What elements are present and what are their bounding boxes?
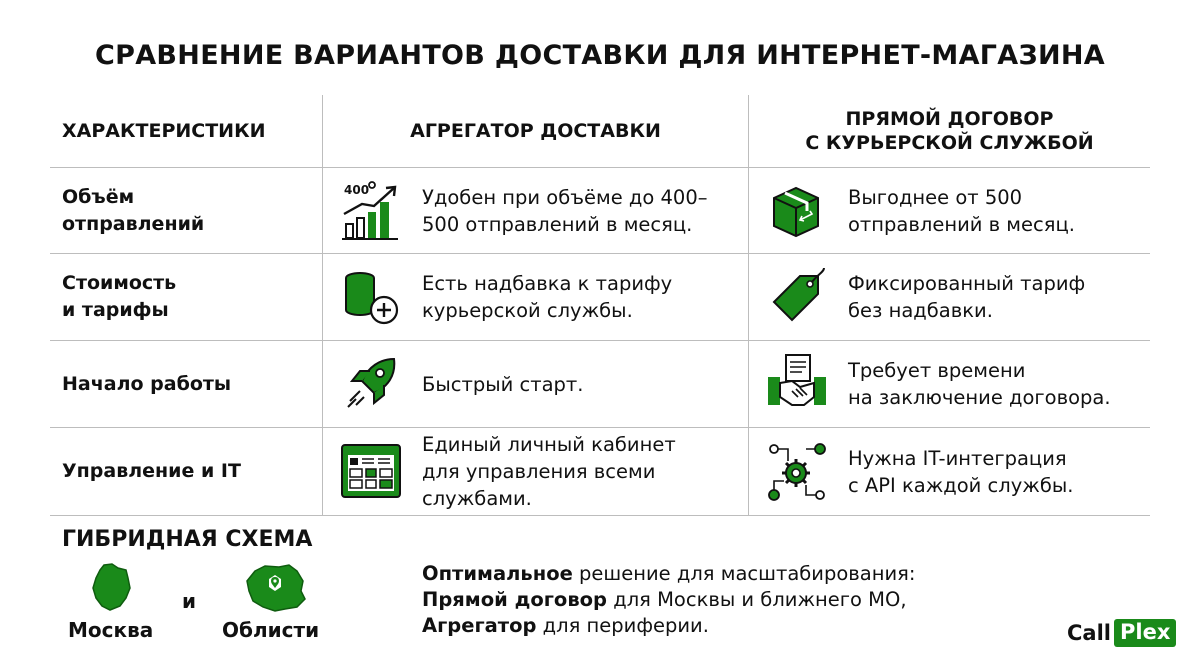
text-line: Требует времени: [848, 359, 1026, 382]
header-direct-line2: С КУРЬЕРСКОЙ СЛУЖБОЙ: [805, 132, 1094, 154]
text-line: с API каждой службы.: [848, 473, 1074, 497]
hybrid-scheme-title: ГИБРИДНАЯ СХЕМА: [62, 527, 313, 552]
aggregator-cost-text: [422, 254, 742, 340]
text-line: Фиксированный тариф: [848, 272, 1086, 295]
summary-text: для периферии.: [536, 614, 709, 637]
package-box-icon: [766, 180, 828, 242]
text-line: на заключение договора.: [848, 386, 1111, 409]
text-line: без надбавки.: [848, 299, 993, 322]
header-direct-contract: [749, 95, 1150, 167]
row-label-line: и тарифы: [62, 299, 169, 321]
callplex-logo: [1067, 617, 1176, 649]
summary-line: [422, 561, 915, 587]
page-title: СРАВНЕНИЕ ВАРИАНТОВ ДОСТАВКИ ДЛЯ ИНТЕРНЕТ-МАГАЗИНА: [95, 40, 1105, 71]
summary-bold: Оптимальное: [422, 562, 573, 585]
logo-call-text: Call: [1067, 621, 1111, 645]
rocket-icon: [340, 353, 402, 415]
summary-bold: Агрегатор: [422, 614, 537, 637]
hybrid-summary: [422, 561, 915, 639]
dashboard-window-icon: [340, 441, 402, 503]
text-line: Нужна IT-интеграция: [848, 446, 1067, 470]
growth-chart-icon-label: 400: [344, 183, 370, 197]
coins-plus-icon: [340, 266, 402, 328]
row-divider: [50, 515, 1150, 516]
text-line: для управления всеми: [422, 460, 656, 483]
row-label-line: Начало работы: [62, 372, 232, 395]
text-line: отправлений в месяц.: [848, 212, 1075, 236]
summary-bold: Прямой договор: [422, 588, 608, 611]
text-line: Есть надбавка к тарифу: [422, 272, 673, 295]
summary-line: [422, 587, 915, 613]
direct-start-text: [848, 341, 1148, 427]
header-characteristics-label: ХАРАКТЕРИСТИКИ: [62, 120, 266, 142]
summary-text: для Москвы и ближнего МО,: [607, 588, 907, 611]
summary-line: [422, 613, 915, 639]
price-tag-icon: [766, 266, 828, 328]
growth-chart-icon: [340, 180, 402, 242]
header-aggregator-label: АГРЕГАТОР ДОСТАВКИ: [410, 120, 661, 142]
row-label-line: Стоимость: [62, 272, 177, 294]
row-label-volume: [62, 168, 317, 253]
row-label-line: отправлений: [62, 212, 205, 235]
row-label-line: Управление и IT: [62, 460, 241, 482]
aggregator-volume-text: [422, 168, 742, 253]
row-label-cost: [62, 254, 317, 340]
text-line: Единый личный кабинет: [422, 433, 676, 456]
aggregator-management-text: [422, 428, 742, 515]
text-line: Быстрый старт.: [422, 372, 584, 396]
summary-text: решение для масштабирования:: [572, 562, 916, 585]
text-line: Удобен при объёме до 400–: [422, 185, 708, 209]
header-direct-line1: ПРЯМОЙ ДОГОВОР: [845, 108, 1054, 130]
comparison-table: [50, 95, 1150, 515]
regions-map-icon: [245, 563, 307, 613]
handshake-contract-icon: [766, 353, 828, 415]
row-label-start: [62, 341, 317, 427]
regions-label: Облисти: [222, 618, 320, 642]
gears-integration-icon: [766, 441, 828, 503]
text-line: службами.: [422, 487, 532, 510]
row-label-line: Объём: [62, 185, 135, 208]
aggregator-start-text: [422, 341, 742, 427]
row-label-management: [62, 428, 317, 515]
text-line: 500 отправлений в месяц.: [422, 212, 693, 236]
moscow-label: Москва: [68, 618, 154, 642]
moscow-map-icon: [90, 562, 132, 612]
direct-cost-text: [848, 254, 1148, 340]
header-aggregator: [323, 95, 748, 167]
text-line: Выгоднее от 500: [848, 185, 1023, 209]
logo-plex-badge: Plex: [1114, 619, 1176, 647]
direct-volume-text: [848, 168, 1148, 253]
direct-management-text: [848, 428, 1148, 515]
text-line: курьерской службы.: [422, 299, 633, 322]
header-characteristics: [50, 95, 322, 167]
and-word: и: [182, 589, 197, 613]
